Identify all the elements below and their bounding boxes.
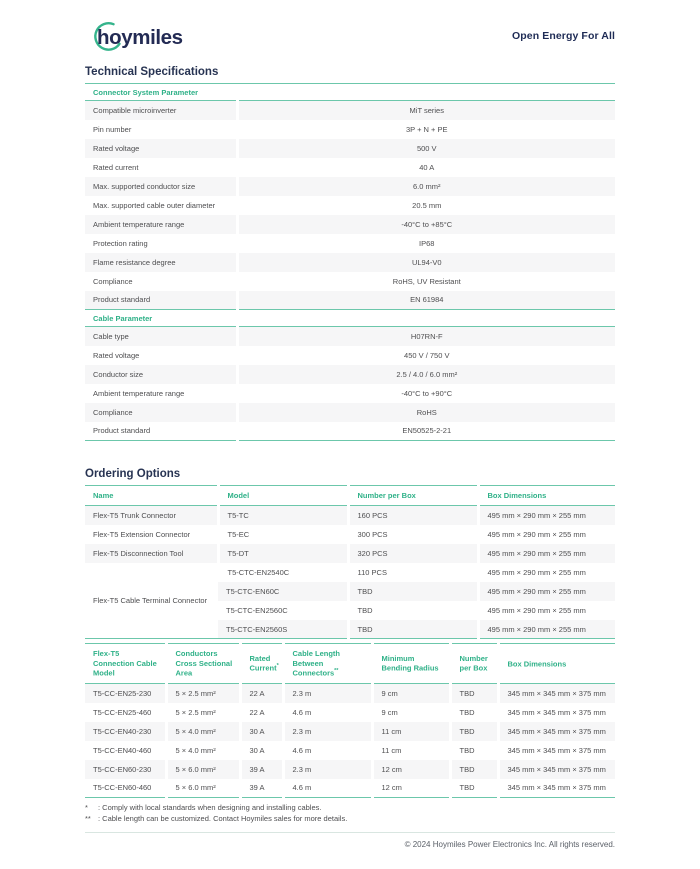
cell-length: 2.3 m: [283, 684, 372, 703]
hoymiles-logo: [85, 19, 187, 53]
footnote-text: : Comply with local standards when designing and installing cables.: [98, 803, 322, 812]
column-header-rated-current: Rated Current*: [240, 644, 283, 684]
cell-radius: 12 cm: [372, 760, 450, 779]
cell-model: T5-CTC-EN2560C: [218, 601, 348, 620]
table-row: [85, 403, 615, 422]
cell-name: Flex-T5 Trunk Connector: [85, 506, 218, 525]
ordering-options-title: Ordering Options: [85, 468, 181, 480]
column-header-min-bending-radius: Minimum Bending Radius: [372, 644, 450, 684]
spec-value: RoHS: [237, 403, 615, 422]
cell-qty: TBD: [450, 760, 498, 779]
spec-value: 40 A: [237, 158, 615, 177]
cell-area: 5 × 4.0 mm²: [166, 722, 240, 741]
footnote-mark: *: [85, 803, 88, 812]
cell-dimensions: 495 mm × 290 mm × 255 mm: [478, 582, 615, 601]
section-title-cable-parameter: Cable Parameter: [85, 310, 615, 327]
spec-value: H07RN-F: [237, 327, 615, 346]
column-header-cable-model: Flex-T5 Connection Cable Model: [85, 644, 166, 684]
cell-area: 5 × 6.0 mm²: [166, 760, 240, 779]
cell-length: 4.6 m: [283, 741, 372, 760]
cell-cable-model: T5-CC-EN25-460: [85, 703, 166, 722]
spec-value: 20.5 mm: [237, 196, 615, 215]
section-header-row: [85, 310, 615, 327]
cell-length: 4.6 m: [283, 779, 372, 798]
cell-radius: 9 cm: [372, 684, 450, 703]
column-header-number-per-box: Number per Box: [348, 486, 478, 506]
footnote-mark: **: [85, 813, 91, 823]
cell-dimensions: 345 mm × 345 mm × 375 mm: [498, 760, 615, 779]
spec-value: 6.0 mm²: [237, 177, 615, 196]
cell-cable-model: T5-CC-EN60-460: [85, 779, 166, 798]
cell-qty: 160 PCS: [348, 506, 478, 525]
cell-dimensions: 495 mm × 290 mm × 255 mm: [478, 506, 615, 525]
cell-area: 5 × 2.5 mm²: [166, 703, 240, 722]
table-header-row: [85, 486, 615, 506]
spec-label: Pin number: [85, 120, 237, 139]
spec-label: Max. supported conductor size: [85, 177, 237, 196]
spec-label: Rated voltage: [85, 346, 237, 365]
technical-specifications-table: [85, 83, 615, 441]
table-row: [85, 101, 615, 120]
spec-label: Max. supported cable outer diameter: [85, 196, 237, 215]
spec-label: Cable type: [85, 327, 237, 346]
cell-length: 2.3 m: [283, 760, 372, 779]
spec-label: Flame resistance degree: [85, 253, 237, 272]
cell-dimensions: 495 mm × 290 mm × 255 mm: [478, 601, 615, 620]
table-row: [85, 215, 615, 234]
table-row: [85, 544, 615, 563]
cell-dimensions: 495 mm × 290 mm × 255 mm: [478, 544, 615, 563]
cell-model: T5-DT: [218, 544, 348, 563]
cell-qty: TBD: [450, 779, 498, 798]
cell-model: T5-CTC-EN60C: [218, 582, 348, 601]
spec-value: MiT series: [237, 101, 615, 120]
cell-area: 5 × 6.0 mm²: [166, 779, 240, 798]
column-header-model: Model: [218, 486, 348, 506]
copyright-text: © 2024 Hoymiles Power Electronics Inc. All rights reserved.: [404, 839, 615, 849]
table-row: [85, 365, 615, 384]
table-row: [85, 684, 615, 703]
footnote-line: [85, 814, 615, 825]
table-row: [85, 272, 615, 291]
spec-label: Product standard: [85, 422, 237, 441]
column-header-number-per-box: Number per Box: [450, 644, 498, 684]
table-row: [85, 346, 615, 365]
table-row: [85, 722, 615, 741]
cell-radius: 11 cm: [372, 741, 450, 760]
cell-dimensions: 345 mm × 345 mm × 375 mm: [498, 703, 615, 722]
table-row: [85, 291, 615, 310]
table-row: [85, 196, 615, 215]
spec-value: EN 61984: [237, 291, 615, 310]
cell-dimensions: 495 mm × 290 mm × 255 mm: [478, 620, 615, 639]
cell-qty: TBD: [450, 684, 498, 703]
cell-radius: 9 cm: [372, 703, 450, 722]
ordering-table-connection-cables: [85, 643, 615, 798]
cell-model: T5-EC: [218, 525, 348, 544]
table-row: [85, 703, 615, 722]
column-header-name: Name: [85, 486, 218, 506]
spec-value: UL94-V0: [237, 253, 615, 272]
table-header-row: [85, 644, 615, 684]
spec-label: Protection rating: [85, 234, 237, 253]
spec-label: Rated voltage: [85, 139, 237, 158]
table-row: [85, 779, 615, 798]
spec-label: Compatible microinverter: [85, 101, 237, 120]
cell-model: T5-TC: [218, 506, 348, 525]
table-row: [85, 422, 615, 441]
table-row: [85, 139, 615, 158]
cell-dimensions: 345 mm × 345 mm × 375 mm: [498, 741, 615, 760]
cell-name: Flex-T5 Disconnection Tool: [85, 544, 218, 563]
cell-radius: 12 cm: [372, 779, 450, 798]
table-row: [85, 741, 615, 760]
cell-current: 39 A: [240, 760, 283, 779]
cell-radius: 11 cm: [372, 722, 450, 741]
spec-value: 3P + N + PE: [237, 120, 615, 139]
cell-cable-model: T5-CC-EN40-460: [85, 741, 166, 760]
footnote-line: [85, 803, 615, 814]
column-header-box-dimensions: Box Dimensions: [498, 644, 615, 684]
technical-specifications-title: Technical Specifications: [85, 66, 219, 78]
table-row: [85, 760, 615, 779]
table-row: [85, 177, 615, 196]
cell-length: 4.6 m: [283, 703, 372, 722]
cell-name: Flex-T5 Extension Connector: [85, 525, 218, 544]
spec-label: Compliance: [85, 272, 237, 291]
table-row: [85, 525, 615, 544]
cell-dimensions: 345 mm × 345 mm × 375 mm: [498, 684, 615, 703]
spec-value: IP68: [237, 234, 615, 253]
cell-qty: TBD: [450, 722, 498, 741]
cell-dimensions: 495 mm × 290 mm × 255 mm: [478, 563, 615, 582]
spec-value: RoHS, UV Resistant: [237, 272, 615, 291]
table-row: [85, 327, 615, 346]
spec-label: Conductor size: [85, 365, 237, 384]
cell-current: 22 A: [240, 684, 283, 703]
spec-label: Ambient temperature range: [85, 384, 237, 403]
cell-dimensions: 345 mm × 345 mm × 375 mm: [498, 722, 615, 741]
spec-value: 450 V / 750 V: [237, 346, 615, 365]
table-row: [85, 253, 615, 272]
cell-name-merged: Flex-T5 Cable Terminal Connector: [85, 563, 218, 639]
cell-area: 5 × 4.0 mm²: [166, 741, 240, 760]
cell-qty: TBD: [348, 620, 478, 639]
footer-divider: [85, 832, 615, 833]
spec-label: Product standard: [85, 291, 237, 310]
cell-area: 5 × 2.5 mm²: [166, 684, 240, 703]
spec-label: Ambient temperature range: [85, 215, 237, 234]
spec-value: 500 V: [237, 139, 615, 158]
cell-qty: TBD: [348, 601, 478, 620]
cell-cable-model: T5-CC-EN40-230: [85, 722, 166, 741]
spec-value: -40°C to +90°C: [237, 384, 615, 403]
cell-dimensions: 345 mm × 345 mm × 375 mm: [498, 779, 615, 798]
spec-value: EN50525-2-21: [237, 422, 615, 441]
cell-model: T5-CTC-EN2540C: [218, 563, 348, 582]
spec-value: 2.5 / 4.0 / 6.0 mm²: [237, 365, 615, 384]
table-row: [85, 563, 615, 582]
footnotes: [85, 803, 615, 825]
cell-cable-model: T5-CC-EN60-230: [85, 760, 166, 779]
column-header-cross-sectional-area: Conductors Cross Sectional Area: [166, 644, 240, 684]
cell-qty: 320 PCS: [348, 544, 478, 563]
cell-current: 22 A: [240, 703, 283, 722]
cell-qty: 110 PCS: [348, 563, 478, 582]
cell-dimensions: 495 mm × 290 mm × 255 mm: [478, 525, 615, 544]
ordering-table-connectors: [85, 485, 615, 639]
spec-label: Compliance: [85, 403, 237, 422]
cell-qty: TBD: [450, 741, 498, 760]
section-title-connector-system: Connector System Parameter: [85, 84, 615, 101]
brand-tagline: Open Energy For All: [511, 30, 615, 42]
logo-wordmark: hoymiles: [97, 26, 183, 49]
column-header-box-dimensions: Box Dimensions: [478, 486, 615, 506]
cell-current: 39 A: [240, 779, 283, 798]
column-header-cable-length: Cable Length Between Connectors**: [283, 644, 372, 684]
table-row: [85, 384, 615, 403]
table-row: [85, 120, 615, 139]
table-row: [85, 234, 615, 253]
spec-value: -40°C to +85°C: [237, 215, 615, 234]
cell-current: 30 A: [240, 741, 283, 760]
cell-cable-model: T5-CC-EN25-230: [85, 684, 166, 703]
table-row: [85, 158, 615, 177]
cell-qty: TBD: [348, 582, 478, 601]
section-header-row: [85, 84, 615, 101]
page-header: [85, 18, 615, 54]
cell-length: 2.3 m: [283, 722, 372, 741]
cell-current: 30 A: [240, 722, 283, 741]
cell-qty: TBD: [450, 703, 498, 722]
cell-model: T5-CTC-EN2560S: [218, 620, 348, 639]
spec-label: Rated current: [85, 158, 237, 177]
cell-qty: 300 PCS: [348, 525, 478, 544]
table-row: [85, 506, 615, 525]
footnote-text: : Cable length can be customized. Contact Hoymiles sales for more details.: [98, 813, 348, 823]
